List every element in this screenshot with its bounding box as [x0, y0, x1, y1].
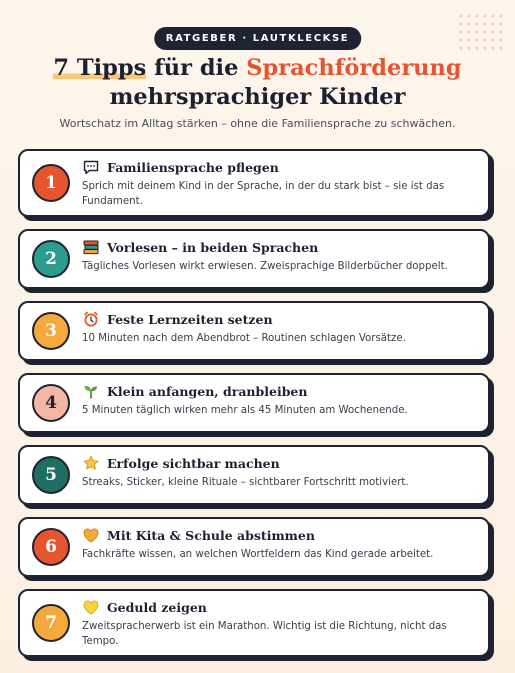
tip-number-badge: 3: [32, 312, 70, 350]
tip-title: Klein anfangen, dranbleiben: [107, 383, 308, 399]
alarm-clock-icon: [82, 310, 100, 328]
tip-text: Sprich mit deinem Kind in der Sprache, in der du stark bist – sie ist das Fundament.: [82, 181, 445, 207]
tip-title: Geduld zeigen: [107, 599, 207, 615]
orange-heart-icon: [82, 526, 100, 544]
tip-card-6: [18, 517, 490, 577]
tip-number-badge: 4: [32, 384, 70, 422]
tip-card-4: [18, 373, 490, 433]
seedling-icon: [82, 382, 100, 400]
tip-text: Tägliches Vorlesen wirkt erwiesen. Zweisprachige Bilderbücher doppelt.: [82, 261, 448, 272]
tip-text: 5 Minuten täglich wirken mehr als 45 Minuten am Wochenende.: [82, 405, 408, 416]
tip-number-badge: 1: [32, 164, 70, 202]
tip-text: Fachkräfte wissen, an welchen Wortfeldern das Kind gerade arbeitet.: [82, 549, 434, 560]
tip-card-3: [18, 301, 490, 361]
tip-text: Zweitspracherwerb ist ein Marathon. Wichtig ist die Richtung, nicht das Tempo.: [82, 621, 447, 647]
page-title: [0, 54, 515, 112]
title-number-part: 7 Tipps: [53, 55, 147, 81]
books-icon: [82, 238, 100, 256]
tip-title: Mit Kita & Schule abstimmen: [107, 527, 315, 543]
tip-title: Vorlesen – in beiden Sprachen: [107, 239, 319, 255]
tip-card-1: [18, 149, 490, 217]
decorative-dot-pattern: [457, 12, 503, 52]
page-subtitle: Wortschatz im Alltag stärken – ohne die Familiensprache zu schwächen.: [59, 117, 456, 130]
tip-card-5: [18, 445, 490, 505]
category-badge: RATGEBER · LAUTKLECKSE: [154, 27, 361, 50]
tip-title: Feste Lernzeiten setzen: [107, 311, 273, 327]
tip-title: Erfolge sichtbar machen: [107, 455, 280, 471]
yellow-heart-icon: [82, 598, 100, 616]
tip-text: 10 Minuten nach dem Abendbrot – Routinen schlagen Vorsätze.: [82, 333, 406, 344]
tip-card-7: [18, 589, 490, 657]
star-icon: [82, 454, 100, 472]
title-middle: für die: [146, 55, 247, 81]
tip-number-badge: 6: [32, 528, 70, 566]
title-highlight: Sprachförderung: [246, 55, 462, 81]
tip-number-badge: 7: [32, 604, 70, 642]
title-line2: mehrsprachiger Kinder: [109, 84, 406, 110]
tip-text: Streaks, Sticker, kleine Rituale – sichtbarer Fortschritt motiviert.: [82, 477, 409, 488]
tip-number-badge: 2: [32, 240, 70, 278]
speech-bubble-icon: [82, 158, 100, 176]
tip-card-2: [18, 229, 490, 289]
tip-number-badge: 5: [32, 456, 70, 494]
tip-title: Familiensprache pflegen: [107, 159, 279, 175]
